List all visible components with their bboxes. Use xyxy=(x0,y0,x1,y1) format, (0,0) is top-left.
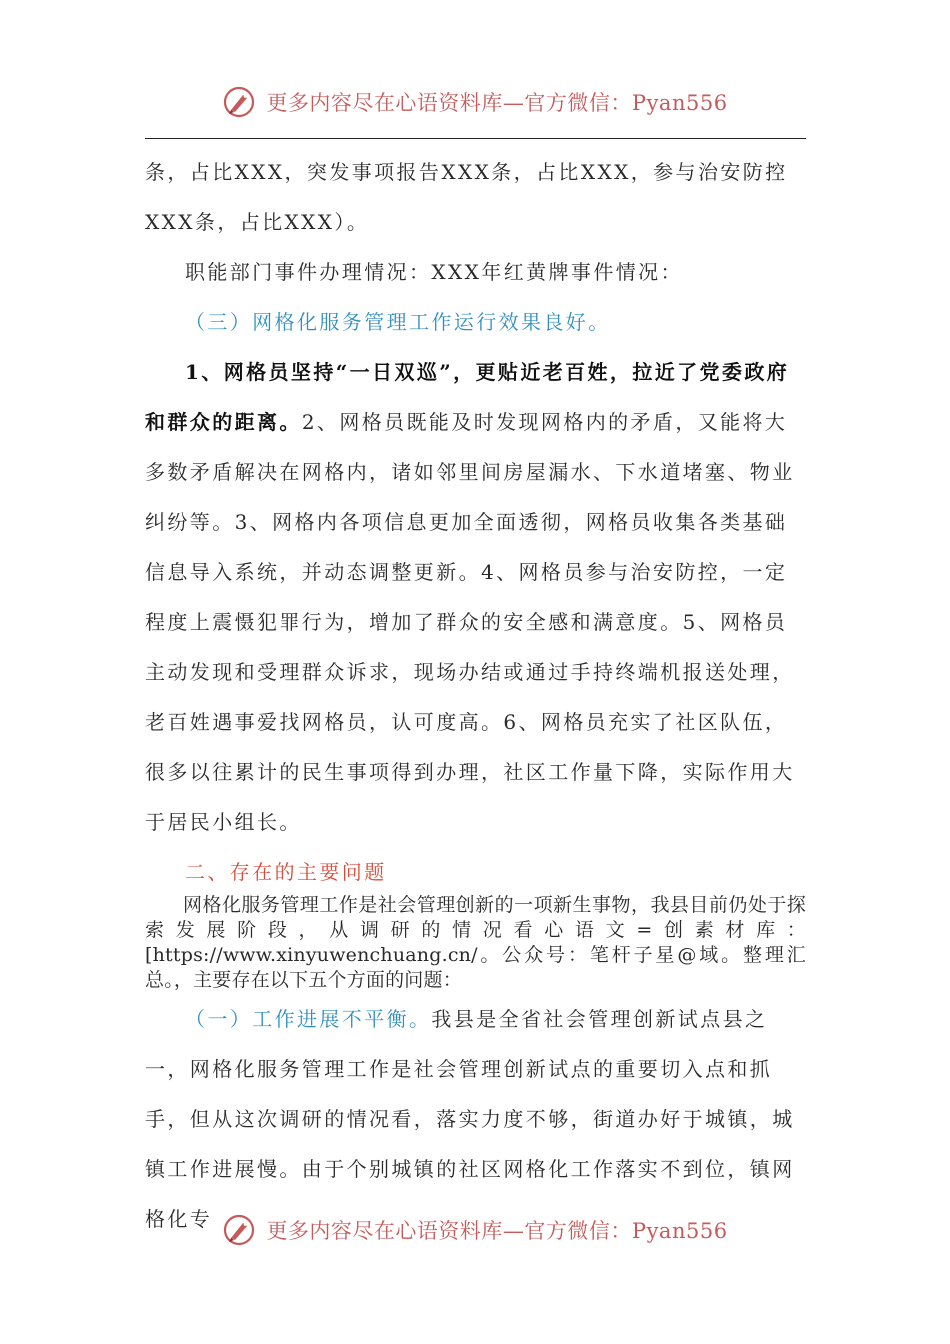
section-heading-problems: 二、存在的主要问题 xyxy=(185,860,387,884)
paragraph-effects xyxy=(145,347,806,847)
effects-rest: 2、网格员既能及时发现网格内的矛盾，又能将大多数矛盾解决在网格内，诸如邻里间房屋漏水、下水道堵塞、物业纠纷等。3、网格内各项信息更加全面透彻，网格员收集各类基础信息导入系统，并动态调整更新。4、网格员参与治安防控，一定程度上震慑犯罪行为，增加了群众的安全感和满意度。5、网格员主动发现和受理群众诉求，现场办结或通过手持终端机报送处理，老百姓遇事爱找网格员，认可度高。6、网格员充实了社区队伍，很多以往累计的民生事项得到办理，社区工作量下降，实际作用大于居民小组长。 xyxy=(145,410,795,834)
paragraph-uneven-progress xyxy=(145,994,806,1244)
paragraph-continuation: 条，占比XXX，突发事项报告XXX条，占比XXX，参与治安防控XXX条，占比XXX）。 xyxy=(145,160,788,234)
problems-intro-text: 网格化服务管理工作是社会管理创新的一项新生事物，我县目前仍处于探索发展阶段，从调研的情况看心语文=创素材库：[https://www.xinyuwenchuang.cn/。公众号：笔杆子星@域。整理汇总。，主要存在以下五个方面的问题： xyxy=(145,894,806,991)
paragraph-department-events: 职能部门事件办理情况：XXX年红黄牌事件情况： xyxy=(185,260,683,284)
pen-nib-icon xyxy=(222,85,256,119)
footer-banner-text: 更多内容尽在心语资料库—官方微信：Pyan556 xyxy=(266,1219,728,1243)
uneven-progress-text: 我县是全省社会管理创新试点县之一，网格化服务管理工作是社会管理创新试点的重要切入点和抓手，但从这次调研的情况看，落实力度不够，街道办好于城镇，城镇工作进展慢。由于个别城镇的社区网格化工作落实不到位，镇网格化专 xyxy=(145,1007,795,1231)
effects-lead-bold: 1、网格员坚持“一日双巡”，更贴近老百姓，拉近了党委政府和群众的距离。 xyxy=(145,360,790,434)
header-banner xyxy=(0,82,950,122)
main-content-upper xyxy=(145,147,806,897)
header-banner-text: 更多内容尽在心语资料库—官方微信：Pyan556 xyxy=(266,91,728,115)
paragraph-problems-intro xyxy=(145,893,806,993)
section-heading-3: （三）网格化服务管理工作运行效果良好。 xyxy=(185,310,611,334)
header-divider xyxy=(145,138,806,139)
pen-nib-icon xyxy=(222,1213,256,1247)
subheading-uneven-progress: （一）工作进展不平衡。 xyxy=(185,1007,432,1031)
main-content-lower xyxy=(145,994,806,1244)
footer-banner xyxy=(0,1210,950,1250)
